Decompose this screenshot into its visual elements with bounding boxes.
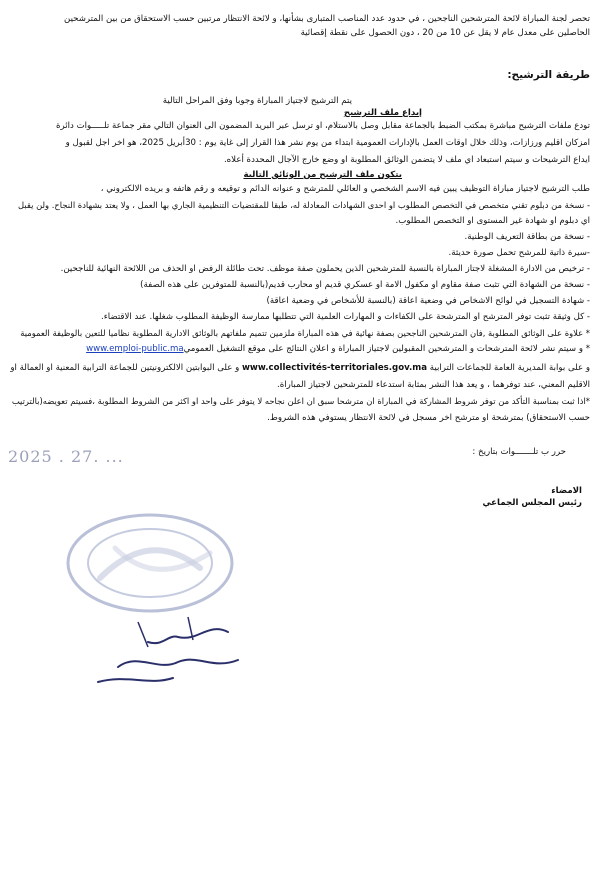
doc-item: طلب الترشيح لاجتياز مباراة التوظيف يبين فيه الاسم الشخصي و العائلي للمترشح و عنوانه الدائم و توقيعه و رقم هاتفه و بريده الالكتروني ، bbox=[100, 184, 590, 194]
docs-title: يتكون ملف الترشيح من الوثائق التالية bbox=[243, 170, 402, 180]
doc-item: -سيرة ذاتية للمرشح تحمل صورة حديثة. bbox=[448, 248, 590, 258]
intro-line-1: تحصر لجنة المباراة لائحة المترشحين الناجحين ، في حدود عدد المناصب المتبارى بشأنها، و لائحة الانتظار مرتبين حسب الاستحقاق من بين المترشحين bbox=[64, 14, 590, 24]
deposit-line-1: تودع ملفات الترشيح مباشرة بمكتب الضبط بالجماعة مقابل وصل بالاستلام، او ترسل عبر البريد المضمون الى العنوان التالي مقر جماعة تلـــــوات دائرة bbox=[56, 121, 590, 131]
note-5: *اذا ثبت بمناسبة التأكد من توفر شروط المشاركة في المباراة ان مترشحا سبق ان اعلن نجاحه لا يتوفر على واحد او اكثر من الشروط المطلوبة ،فسيتم تعويضه(بالترتيب bbox=[11, 396, 590, 406]
section-title: طريقة الترشيح: bbox=[507, 69, 590, 81]
signature-icon bbox=[78, 612, 248, 692]
note-3-text: و على بوابة المديرية العامة للجماعات الترابية bbox=[429, 363, 590, 373]
doc-item: - نسخة من الشهادة التي تثبت صفة مقاوم او مكفول الامة او عسكري قديم او محارب قديم(بالنسبة للمتوفرين على هذه الصفة) bbox=[140, 280, 590, 290]
doc-item: - نسخة من دبلوم تقني متخصص في التخصص المطلوب او احدى الشهادات المعادلة له، طبقا للمقتضيات التنظيمية الجاري بها العمل ، ولا يعتد بشهادة النجاح. ولن يقبل bbox=[17, 200, 590, 210]
deposit-title: إيداع ملف الترشيح bbox=[343, 108, 422, 118]
emploi-public-link[interactable]: www.emploi-public.ma bbox=[86, 344, 184, 354]
note-3-tail: و على البوابتين الالكترونيتين للجماعة الترابية المعنية او العمالة او bbox=[10, 363, 240, 373]
doc-item: - كل وثيقة تثبت توفر المترشح او المترشحة على الكفاءات و المهارات العلمية التي تتطلبها ممارسة الوظيفة المطلوب شغلها. عند الاقتضاء. bbox=[100, 312, 590, 322]
note-4: الاقليم المعني، عند توفرهما ، و يعد هذا النشر بمثابة استدعاء للمترشحين لاجتياز المباراة. bbox=[277, 380, 590, 390]
stamp-icon bbox=[60, 508, 240, 618]
steps-line: يتم الترشيح لاجتياز المباراة وجوبا وفق المراحل التالية bbox=[162, 96, 352, 106]
doc-item: - نسخة من بطاقة التعريف الوطنية. bbox=[464, 232, 590, 242]
handwritten-signature bbox=[78, 612, 248, 692]
note-2-text: * و سيتم نشر لائحة المترشحات و المترشحين المقبولين لاجتياز المباراة و اعلان النتائج على موقع التشغيل العمومي bbox=[183, 344, 590, 354]
intro-line-2: الحاصلين على معدل عام لا يقل عن 10 من 20 ، دون الحصول على نقطة إقصائية bbox=[300, 28, 590, 38]
note-1: * علاوة على الوثائق المطلوبة ,فان المترشحين الناجحين بصفة نهائية في هذه المباراة ملزمين تتميم ملفاتهم بالوثائق الادارية المطلوبة نظاميا للتعين بالوظيفة العمومية bbox=[20, 328, 590, 338]
doc-item: - ترخيص من الادارة المشغلة لاجتاز المباراة بالنسبة للمترشحين الذين يحملون صفة موظف. تحت طائلة الرفض او الحذف من اللائحة النهائية للناجحين. bbox=[60, 264, 590, 274]
handwritten-date: 2025 . 27. ... bbox=[8, 447, 124, 466]
signer-title: رئيس المجلس الجماعي bbox=[482, 498, 582, 508]
doc-item: - شهادة التسجيل في لوائح الاشخاص في وضعية اعاقة (بالنسبة للأشخاص في وضعية اعاقة) bbox=[266, 296, 590, 306]
note-6: حسب الاستحقاق) بمترشحة او مترشح اخر مسجل في لائحة الانتظار يستوفي هذه الشروط. bbox=[267, 413, 590, 423]
collectivites-link[interactable]: www.collectivités-territoriales.gov.ma bbox=[241, 363, 428, 373]
signature-label: الامضاء bbox=[551, 486, 582, 496]
deposit-line-3: ايداع الترشيحات و سيتم استبعاد اي ملف لا يتضمن الوثائق المطلوبة او وضع خارج الآجال المحددة أعلاه. bbox=[223, 155, 590, 165]
official-stamp bbox=[60, 508, 240, 618]
doc-item: اي دبلوم او شهادة غير المستوى او التخصص المطلوب. bbox=[395, 216, 590, 226]
date-line: حرر ب تلـــــــوات بتاريخ : bbox=[472, 447, 566, 457]
note-2 bbox=[86, 344, 590, 355]
deposit-line-2: امزكان اقليم ورزازات، وذلك خلال اوقات العمل بالإدارات العمومية ابتداء من يوم نشر هذا القرار إلى غاية يوم : 30أبريل 2025، هو اخر اجل لقبول و bbox=[65, 138, 590, 148]
note-3 bbox=[10, 363, 590, 374]
